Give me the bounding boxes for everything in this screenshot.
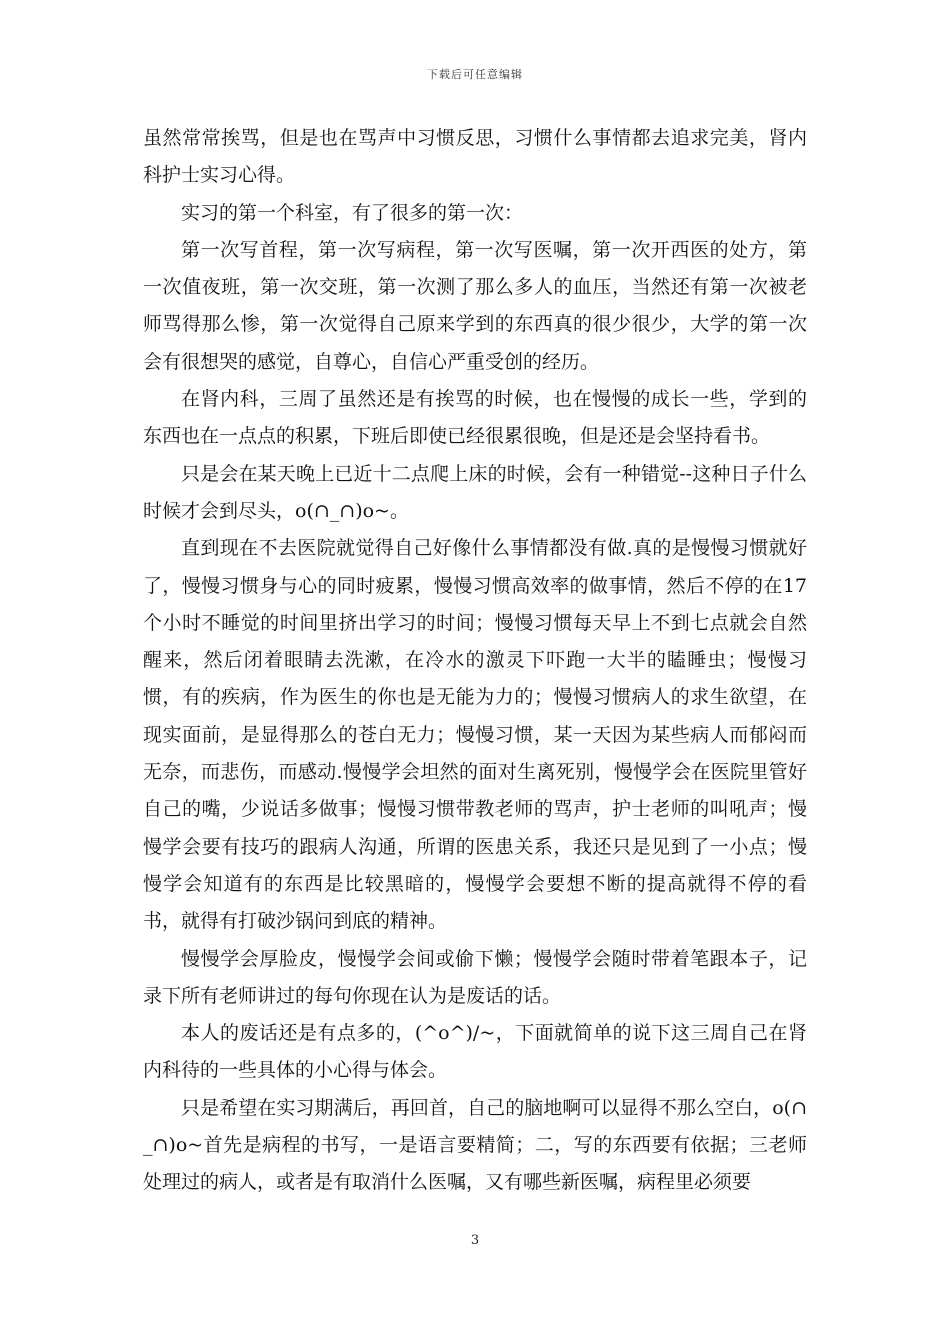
paragraph: 第一次写首程，第一次写病程，第一次写医嘱，第一次开西医的处方，第一次值夜班，第一次交班，第一次测了那么多人的血压，当然还有第一次被老师骂得那么惨，第一次觉得自己原来学到的东西真的很少很少，大学的第一次会有很想哭的感觉，自尊心，自信心严重受创的经历。: [143, 238, 807, 373]
page-header: 下载后可任意编辑: [427, 68, 523, 81]
paragraph: 直到现在不去医院就觉得自己好像什么事情都没有做.真的是慢慢习惯就好了，慢慢习惯身与心的同时疲累，慢慢习惯高效率的做事情，然后不停的在17个小时不睡觉的时间里挤出学习的时间；慢慢习惯每天早上不到七点就会自然醒来，然后闭着眼睛去洗漱，在冷水的激灵下吓跑一大半的瞌睡虫；慢慢习惯，有的疾病，作为医生的你也是无能为力的；慢慢习惯病人的求生欲望，在现实面前，是显得那么的苍白无力；慢慢习惯，某一天因为某些病人而郁闷而无奈，而悲伤，而感动.慢慢学会坦然的面对生离死别，慢慢学会在医院里管好自己的嘴，少说话多做事；慢慢习惯带教老师的骂声，护士老师的叫吼声；慢慢学会要有技巧的跟病人沟通，所谓的医患关系，我还只是见到了一小点；慢慢学会知道有的东西是比较黑暗的，慢慢学会要想不断的提高就得不停的看书，就得有打破沙锅问到底的精神。: [143, 537, 807, 933]
paragraph: 本人的废话还是有点多的，(^o^)/~，下面就简单的说下这三周自己在肾内科待的一些具体的小心得与体会。: [143, 1022, 807, 1082]
paragraph: 慢慢学会厚脸皮，慢慢学会间或偷下懒；慢慢学会随时带着笔跟本子，记录下所有老师讲过的每句你现在认为是废话的话。: [143, 947, 807, 1007]
paragraph: 实习的第一个科室，有了很多的第一次：: [181, 201, 524, 224]
document-body: [143, 120, 807, 1202]
paragraph: 虽然常常挨骂，但是也在骂声中习惯反思，习惯什么事情都去追求完美，肾内科护士实习心得。: [143, 127, 807, 187]
paragraph: 在肾内科，三周了虽然还是有挨骂的时候，也在慢慢的成长一些，学到的东西也在一点点的积累，下班后即使已经很累很晚，但是还是会坚持看书。: [143, 388, 807, 448]
paragraph: 只是会在某天晚上已近十二点爬上床的时候，会有一种错觉--这种日子什么时候才会到尽头，o(∩_∩)o~。: [143, 462, 807, 522]
paragraph: 只是希望在实习期满后，再回首，自己的脑地啊可以显得不那么空白，o(∩_∩)o~首先是病程的书写，一是语言要精简；二，写的东西要有依据；三老师处理过的病人，或者是有取消什么医嘱，又有哪些新医嘱，病程里必须要: [143, 1096, 807, 1194]
page-number: 3: [470, 1233, 480, 1248]
